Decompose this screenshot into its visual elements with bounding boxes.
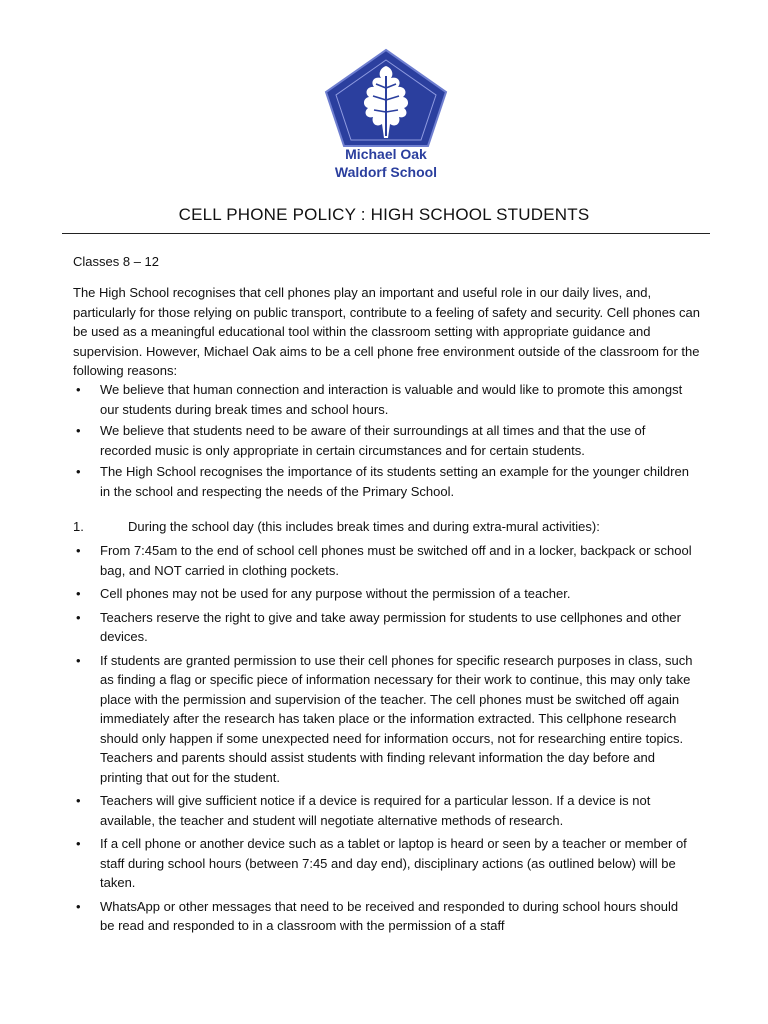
logo-line2: Waldorf School	[334, 164, 438, 180]
bullet-icon: •	[76, 793, 81, 808]
list-item	[73, 897, 693, 936]
school-logo	[318, 46, 454, 182]
oak-leaf-pentagon-logo-icon	[318, 46, 454, 182]
title-divider	[62, 233, 710, 234]
list-item	[73, 380, 693, 419]
reason-text: We believe that students need to be aware of their surroundings at all times and that the use of recorded music is only appropriate in certain circumstances and for certain students.	[100, 423, 646, 458]
reasons-list	[73, 380, 693, 503]
list-item	[73, 421, 693, 460]
bullet-icon: •	[76, 652, 81, 668]
section-heading	[73, 517, 693, 537]
reason-text: We believe that human connection and interaction is valuable and would like to promote this amongst our students during break times and school hours.	[100, 382, 683, 417]
list-item	[73, 791, 693, 830]
classes-label: Classes 8 – 12	[73, 254, 159, 269]
rule-text: Teachers will give sufficient notice if a device is required for a particular lesson. If a device is not available, the teacher and student will negotiate alternative methods of research.	[100, 793, 651, 828]
section-heading-text: During the school day (this includes break times and during extra-mural activities):	[128, 519, 600, 534]
rule-text: From 7:45am to the end of school cell phones must be switched off and in a locker, backpack or school bag, and NOT carried in clothing pockets.	[100, 543, 692, 578]
bullet-icon: •	[76, 586, 81, 601]
rules-list	[73, 541, 693, 940]
logo-line1: Michael Oak	[345, 146, 427, 162]
bullet-icon: •	[76, 609, 81, 625]
rule-text: If a cell phone or another device such as a tablet or laptop is heard or seen by a teacher or member of staff during school hours (between 7:45 and day end), disciplinary actions (as outlined below) will be taken.	[100, 836, 687, 890]
intro-paragraph: The High School recognises that cell phones play an important and useful role in our daily lives, and, particularly for those relying on public transport, contribute to a feeling of safety and security. Cell phones can be used as a meaningful educational tool within the classroom setting with appropriate guidance and supervision. However, Michael Oak aims to be a cell phone free environment outside of the classroom for the following reasons:	[73, 285, 700, 378]
list-item	[73, 462, 693, 501]
reason-text: The High School recognises the importance of its students setting an example for the younger children in the school and respecting the needs of the Primary School.	[100, 464, 689, 499]
page-title: CELL PHONE POLICY : HIGH SCHOOL STUDENTS	[178, 205, 590, 224]
rule-text: Cell phones may not be used for any purpose without the permission of a teacher.	[100, 586, 571, 601]
rule-text: If students are granted permission to use their cell phones for specific research purposes in class, such as finding a flag or specific piece of information necessary for their work to continue, this may only take place with the permission and supervision of the teacher. The cell phones must be switched off again immediately after the research has taken place or the information extracted. This cellphone research should only happen if some unexpected need for information occurs, not for researching entire topics. Teachers and parents should assist students with finding relevant information the day before and printing that out for the student.	[100, 652, 693, 785]
bullet-icon: •	[76, 382, 81, 397]
bullet-icon: •	[76, 898, 81, 914]
list-item	[73, 541, 693, 580]
rule-text: WhatsApp or other messages that need to be received and responded to during school hours should be read and responded to in a classroom with the permission of a staff	[100, 898, 679, 933]
list-item	[73, 651, 693, 788]
rule-text: Teachers reserve the right to give and take away permission for students to use cellphones and other devices.	[100, 609, 681, 644]
list-item	[73, 608, 693, 647]
bullet-icon: •	[76, 423, 81, 438]
bullet-icon: •	[76, 836, 81, 851]
list-item	[73, 584, 693, 604]
section-number: 1.	[73, 519, 84, 534]
list-item	[73, 834, 693, 893]
bullet-icon: •	[76, 543, 81, 558]
bullet-icon: •	[76, 464, 81, 479]
